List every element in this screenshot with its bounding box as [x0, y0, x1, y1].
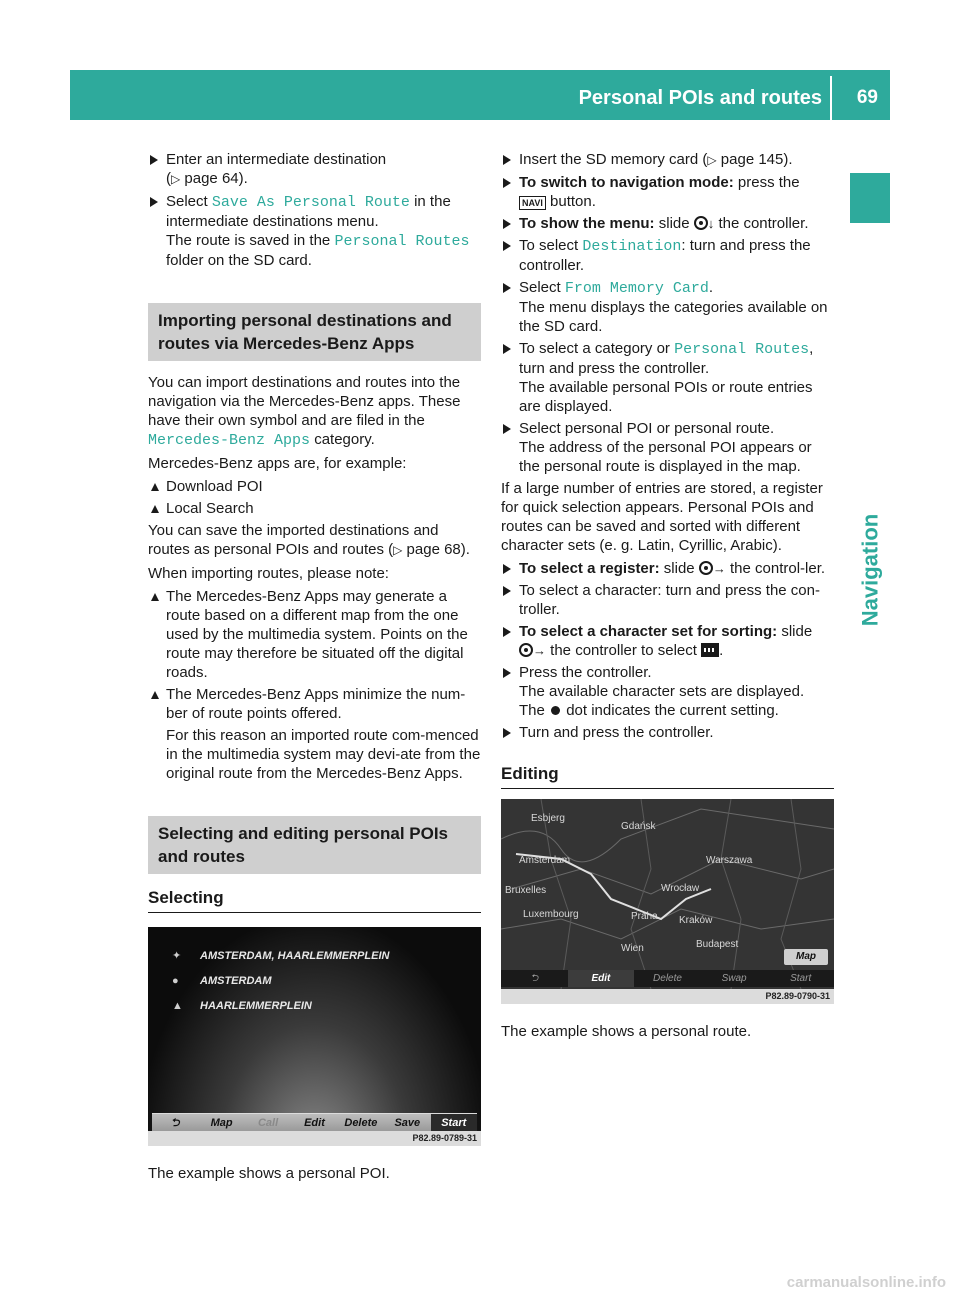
step-character-set — [501, 622, 834, 660]
selected-dot-icon — [551, 706, 560, 715]
softkey-start: Start — [431, 1114, 477, 1131]
map-city-label: Wien — [621, 943, 644, 954]
header-bar — [70, 70, 890, 120]
poi-flag-icon: ▲ — [172, 1000, 183, 1012]
step-text: the controller to select — [550, 642, 697, 659]
step-navigation-mode — [501, 173, 834, 211]
step-select-poi — [501, 419, 834, 476]
step-text: : turn and press the controller. — [519, 237, 811, 274]
step-text: button. — [550, 193, 596, 210]
step-text: Press the controller. — [519, 664, 652, 681]
step-text: The available personal POIs or route entries are displayed. — [519, 379, 813, 415]
header-divider — [830, 76, 832, 120]
step-text: , — [809, 340, 814, 357]
paragraph-apps-examples: Mercedes-Benz apps are, for example: — [148, 455, 407, 472]
paragraph-text: You can import destinations and routes into the navigation via the Mercedes-Benz apps. These have their own symbol and are filed in the — [148, 374, 461, 429]
chapter-label — [845, 470, 895, 670]
step-select-category — [501, 339, 834, 416]
page-ref-arrow-icon: ▷ — [393, 543, 403, 557]
step-text: the control-ler. — [730, 560, 826, 577]
screenshot-personal-poi — [148, 927, 481, 1131]
step-text: folder on the SD card. — [166, 252, 312, 269]
softkey-swap: Swap — [721, 973, 747, 984]
map-city-label: Warszawa — [706, 855, 753, 866]
left-column — [148, 150, 481, 1183]
controller-icon — [699, 561, 713, 575]
step-text: The route is saved in the — [166, 232, 331, 249]
right-column — [501, 150, 834, 1041]
map-city-label: Budapest — [696, 939, 739, 950]
poi-list-item — [172, 947, 389, 966]
subheading-editing: Editing — [501, 764, 834, 789]
step-from-memory-card — [501, 278, 834, 336]
map-city-label: Kraków — [679, 915, 713, 926]
bullet-subtext: For this reason an imported route com-menced in the multimedia system may devi-ate from the original route from the Mercedes-Benz Apps. — [166, 727, 481, 782]
step-text: in the — [414, 193, 451, 210]
poi-label: HAARLEMMERPLEIN — [200, 1000, 312, 1012]
step-text: press the — [737, 174, 800, 191]
poi-label: AMSTERDAM, HAARLEMMERPLEIN — [200, 950, 390, 962]
figure-id: P82.89-0790-31 — [501, 989, 834, 1004]
softkey-delete: Delete — [344, 1117, 378, 1129]
ref-open: ( — [166, 170, 171, 187]
step-bold: To show the menu: — [519, 215, 655, 232]
poi-label: AMSTERDAM — [200, 975, 272, 987]
step-text: slide — [658, 215, 690, 232]
step-press-controller — [501, 663, 834, 720]
screenshot-personal-route — [501, 799, 834, 989]
bullet-minimize-points: The Mercedes-Benz Apps minimize the num-ber of route points offered. — [148, 685, 481, 723]
paragraph-import — [148, 373, 481, 450]
bullet-different-map: The Mercedes-Benz Apps may generate a route based on a different map from the one used by the multimedia system. Points on the route may therefore be situated off the digital roads. — [148, 587, 481, 682]
bullet-download-poi: Download POI — [148, 477, 481, 496]
softkey-call: Call — [257, 1117, 279, 1129]
slide-right-arrow-icon: → — [712, 561, 726, 576]
page-number: 69 — [856, 87, 878, 108]
step-select-character: To select a character: turn and press the con-troller. — [501, 581, 834, 619]
page-ref-arrow-icon: ▷ — [171, 172, 181, 186]
softkey-start: Start — [790, 973, 812, 984]
folder-personal-routes: Personal Routes — [334, 233, 470, 250]
chapter-tab — [850, 173, 890, 223]
menu-item-save-as-personal-route: Save As Personal Route — [211, 194, 410, 211]
step-text: the controller. — [718, 215, 809, 232]
step-text: The — [519, 702, 545, 719]
step-text: To select — [519, 237, 579, 254]
character-set-icon — [701, 643, 719, 657]
category-mercedes-benz-apps: Mercedes-Benz Apps — [148, 432, 311, 449]
step-bold: To select a character set for sorting: — [519, 623, 778, 640]
step-text: The menu displays the categories available on the SD card. — [519, 299, 828, 335]
step-enter-destination — [148, 150, 481, 189]
step-text: slide — [663, 560, 695, 577]
step-text: . — [708, 279, 714, 296]
slide-down-arrow-icon: ↓ — [707, 216, 715, 231]
softkey-delete: Delete — [653, 973, 682, 984]
slide-right-arrow-icon: → — [533, 643, 546, 658]
paragraph-text: category. — [314, 431, 375, 448]
poi-list-item — [172, 997, 312, 1016]
softkey-save: Save — [394, 1117, 421, 1129]
step-select-register — [501, 559, 834, 578]
bullet-local-search: Local Search — [148, 499, 481, 518]
menu-item-from-memory-card: From Memory Card — [564, 280, 709, 297]
step-text: dot indicates the current setting. — [566, 702, 779, 719]
step-text: The available character sets are displayed. — [519, 683, 805, 700]
step-text: intermediate destinations menu. — [166, 213, 379, 230]
step-text: . — [719, 642, 724, 659]
step-show-menu — [501, 214, 834, 233]
softkey-map: Map — [210, 1117, 233, 1129]
poi-badge-icon: ● — [172, 975, 179, 987]
step-text: To select a category or — [519, 340, 670, 357]
map-city-label: Luxembourg — [523, 909, 579, 920]
page-ref[interactable]: page 64). — [184, 170, 248, 187]
subheading-selecting: Selecting — [148, 888, 481, 913]
page-ref[interactable]: page 145). — [720, 151, 793, 168]
category-personal-routes: Personal Routes — [674, 341, 810, 358]
caption-poi: The example shows a personal POI. — [148, 1165, 390, 1182]
caption-route: The example shows a personal route. — [501, 1023, 752, 1040]
paragraph-text: You can save the imported destinations and routes as personal POIs and routes ( — [148, 522, 439, 558]
figure-id: P82.89-0789-31 — [148, 1131, 481, 1146]
step-text: The address of the personal POI appears or the personal route is displayed in the map. — [519, 439, 812, 475]
step-turn-press: Turn and press the controller. — [501, 723, 834, 742]
softkey-edit: Edit — [568, 970, 635, 987]
map-city-label: Gdańsk — [621, 821, 656, 832]
step-text: Select — [166, 193, 208, 210]
controller-icon — [519, 643, 533, 657]
poi-star-icon: ✦ — [172, 950, 182, 962]
step-select-save — [148, 192, 481, 270]
section-heading-importing: Importing personal destinations and routes via Mercedes-Benz Apps — [148, 303, 481, 361]
page-ref-arrow-icon: ▷ — [707, 153, 717, 167]
step-text: Enter an intermediate destination — [166, 151, 387, 168]
step-insert-sd — [501, 150, 834, 170]
step-text: turn and press the controller. — [519, 360, 710, 377]
navi-key-icon: NAVI — [519, 196, 546, 210]
step-text: Select personal POI or personal route. — [519, 420, 775, 437]
map-city-label: Esbjerg — [531, 813, 565, 824]
paragraph-register: If a large number of entries are stored, a register for quick selection appears. Personal POIs and routes can be saved and sorted with different character sets (e. g. Latin, Cyrillic, Arabic). — [501, 480, 823, 554]
watermark: carmanualsonline.info — [786, 1274, 946, 1291]
step-text: Select — [519, 279, 561, 296]
softkey-bar — [152, 1113, 477, 1131]
step-select-destination — [501, 236, 834, 275]
controller-icon — [694, 216, 708, 230]
map-city-label: Bruxelles — [505, 885, 547, 896]
step-bold: To select a register: — [519, 560, 660, 577]
back-icon: ⮌ — [170, 1117, 180, 1129]
map-city-label: Amsterdam — [519, 855, 571, 866]
poi-list-item — [172, 972, 272, 991]
softkey-edit: Edit — [304, 1117, 325, 1129]
step-bold: To switch to navigation mode: — [519, 174, 734, 191]
chapter-label-text: Navigation — [857, 513, 883, 627]
map-button: Map — [784, 949, 828, 965]
section-heading-selecting-editing: Selecting and editing personal POIs and routes — [148, 816, 481, 874]
paragraph-importing-note: When importing routes, please note: — [148, 565, 389, 582]
softkey-bar — [501, 970, 834, 987]
paragraph-save-imported — [148, 521, 481, 560]
page-title: Personal POIs and routes — [578, 87, 822, 109]
map-city-label: Wrocław — [661, 883, 700, 894]
menu-item-destination: Destination — [582, 238, 682, 255]
page-ref[interactable]: page 68). — [406, 541, 470, 558]
step-text: Insert the SD memory card ( — [519, 151, 708, 168]
step-text: slide — [781, 623, 813, 640]
map-city-label: Praha — [631, 911, 658, 922]
back-icon: ⮌ — [530, 973, 539, 984]
